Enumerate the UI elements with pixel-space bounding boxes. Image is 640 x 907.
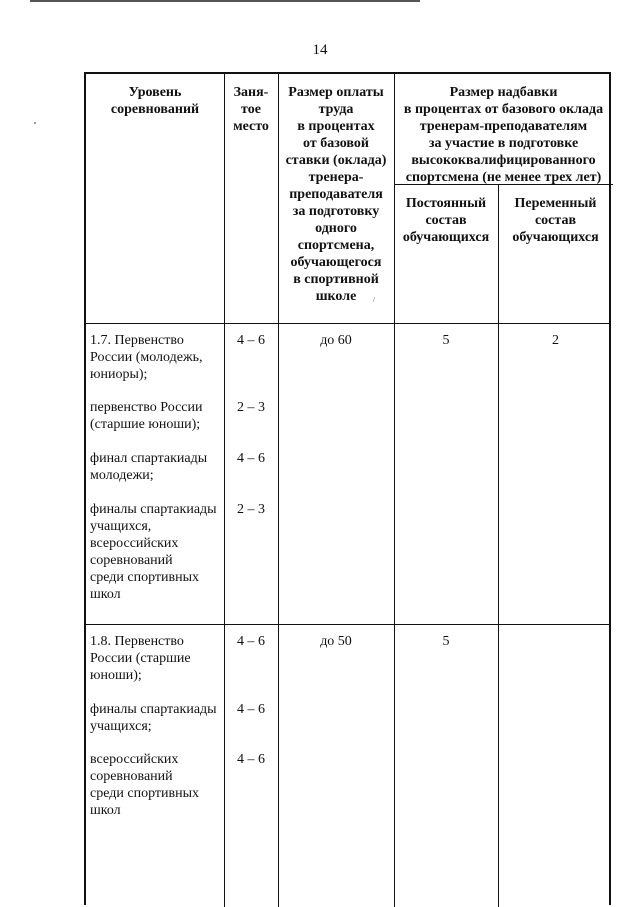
row-1-7-place-3: 4 – 6 xyxy=(237,451,265,466)
col-divider-bonus-sub xyxy=(498,184,499,907)
header-payment: Размер оплаты труда в процентах от базовой ставки (оклада) тренера- преподавателя за подготовку одного спортсмена, обучающегося в спортивной школе xyxy=(285,85,387,304)
header-variable: Переменный состав обучающихся xyxy=(512,196,599,245)
row-1-8-payment: до 50 xyxy=(320,634,352,649)
header-bottom-line xyxy=(86,323,611,324)
row-1-7-place-4: 2 – 3 xyxy=(237,502,265,517)
row-1-8-place-1: 4 – 6 xyxy=(237,634,265,649)
top-scan-rule xyxy=(30,0,420,2)
row-1-7-level-2: первенство России (старшие юноши); xyxy=(90,400,203,432)
row-1-7-place-2: 2 – 3 xyxy=(237,400,265,415)
header-level: Уровень соревнований xyxy=(110,85,200,117)
col-divider-level xyxy=(224,74,225,907)
page-number: 14 xyxy=(312,42,328,58)
row-1-8-level-1: 1.8. Первенство России (старшие юноши); xyxy=(90,634,191,683)
row-1-8-permanent: 5 xyxy=(442,634,450,649)
row-1-7-payment: до 60 xyxy=(320,333,352,348)
header-place: Заня- тое место xyxy=(233,85,269,134)
row-1-7-level-1: 1.7. Первенство России (молодежь, юниоры); xyxy=(90,333,203,382)
row-1-8-level-3: всероссийских соревнований среди спортивных школ xyxy=(90,752,199,818)
header-bonus: Размер надбавки в процентах от базового оклада тренерам-преподавателям за участие в подготовке высококвалифицированного спортсмена (не менее трех лет) xyxy=(403,85,604,185)
scan-tick: / xyxy=(373,296,375,304)
row-1-7-place-1: 4 – 6 xyxy=(237,333,265,348)
row-1-8-place-2: 4 – 6 xyxy=(237,702,265,717)
row-1-7-level-3: финал спартакиады молодежи; xyxy=(90,451,208,483)
header-permanent: Постоянный состав обучающихся xyxy=(402,196,490,245)
row-1-7-variable: 2 xyxy=(552,333,559,348)
rates-table xyxy=(84,72,611,905)
row-1-8-place-3: 4 – 6 xyxy=(237,752,265,767)
row-1-7-permanent: 5 xyxy=(442,333,450,348)
row-divider-1-7-1-8 xyxy=(86,624,611,625)
scan-dot xyxy=(34,122,36,124)
row-1-8-level-2: финалы спартакиады учащихся; xyxy=(90,702,217,734)
row-1-7-level-4: финалы спартакиады учащихся, всероссийских соревнований среди спортивных школ xyxy=(90,502,217,602)
